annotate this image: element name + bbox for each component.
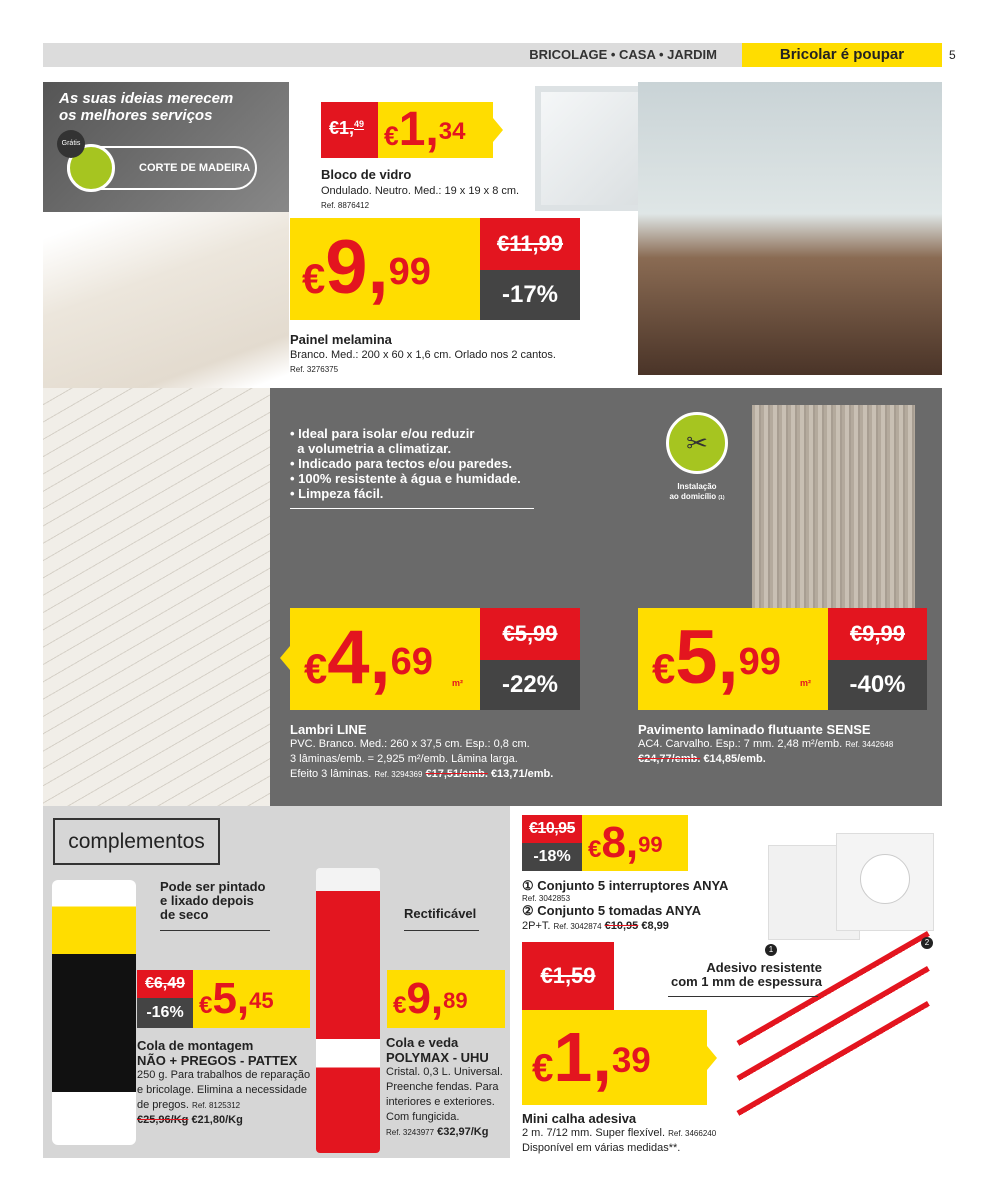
uhu-name: Cola e veda	[386, 1035, 459, 1050]
pattex-old-price: €6,49	[144, 975, 186, 992]
pavimento-name: Pavimento laminado flutuante SENSE	[638, 722, 871, 737]
free-badge: Grátis	[57, 130, 85, 158]
page-number: 5	[949, 48, 956, 62]
pavimento-discount: -40%	[849, 671, 906, 698]
tools-icon: ✂	[666, 412, 728, 474]
complementos-title: complementos	[53, 818, 220, 865]
pattex-price: €5,45	[199, 974, 274, 1023]
anya-discount: -18%	[533, 848, 571, 865]
bloco-name: Bloco de vidro	[321, 167, 412, 182]
bloco-old-price: €1,	[329, 118, 355, 138]
ceiling-photo	[43, 388, 270, 806]
uhu-note: Rectificável	[404, 906, 477, 921]
pattex-name: Cola de montagem	[137, 1038, 254, 1053]
painel-price: €9,99	[302, 225, 431, 310]
header-bar	[43, 43, 942, 67]
anya-item2: ② Conjunto 5 tomadas ANYA	[522, 903, 701, 918]
services-box	[43, 82, 289, 212]
painel-old-price: €11,99	[496, 231, 564, 256]
features-list: • Ideal para isolar e/ou reduzir a volumetria a climatizar. • Indicado para tectos e/ou paredes. • 100% resistente à água e humidade. • Limpeza fácil.	[290, 426, 521, 501]
services-title-1: As suas ideias merecem	[59, 90, 234, 107]
pattex-tube-image	[52, 880, 136, 1145]
bloco-desc: Ondulado. Neutro. Med.: 19 x 19 x 8 cm.	[321, 185, 520, 197]
melamine-panel-image	[43, 212, 289, 388]
calha-price: €1,39	[532, 1018, 651, 1096]
lambri-old-price: €5,99	[502, 621, 558, 646]
laminate-sample-image	[752, 405, 915, 610]
bathroom-photo	[638, 82, 942, 375]
divider	[290, 508, 534, 509]
marker-1: 1	[765, 944, 777, 956]
painel-discount: -17%	[501, 281, 559, 308]
polymax-cartridge-image	[316, 868, 380, 1153]
calha-old-price: €1,59	[540, 963, 596, 988]
service-label: CORTE DE MADEIRA	[139, 162, 251, 174]
socket-image	[836, 833, 934, 931]
header-categories: BRICOLAGE • CASA • JARDIM	[529, 47, 717, 62]
services-title-2: os melhores serviços	[59, 107, 213, 124]
lambri-name: Lambri LINE	[290, 722, 367, 737]
pavimento-unit: m²	[800, 678, 811, 688]
pattex-discount: -16%	[146, 1004, 184, 1021]
header-slogan: Bricolar é poupar	[742, 43, 942, 67]
anya-item1: ① Conjunto 5 interruptores ANYA	[522, 878, 729, 893]
pavimento-price: €5,99	[652, 615, 781, 700]
painel-ref: Ref. 3276375	[290, 365, 339, 374]
lambri-discount: -22%	[501, 671, 559, 698]
marker-2: 2	[921, 937, 933, 949]
bloco-ref: Ref. 8876412	[321, 201, 370, 210]
pavimento-old-price: €9,99	[849, 621, 906, 646]
painel-desc: Branco. Med.: 200 x 60 x 1,6 cm. Orlado nos 2 cantos.	[290, 349, 556, 361]
calha-name: Mini calha adesiva	[522, 1111, 637, 1126]
anya-old-price: €10,95	[529, 820, 575, 837]
install-label: Instalação ao domicílio (1)	[669, 482, 725, 501]
lambri-unit: m²	[452, 678, 463, 688]
uhu-price: €9,89	[393, 974, 468, 1023]
painel-name: Painel melamina	[290, 332, 392, 347]
bloco-price: €1,34	[384, 103, 466, 156]
anya-price: €8,99	[588, 818, 663, 867]
lambri-price: €4,69	[304, 615, 433, 700]
